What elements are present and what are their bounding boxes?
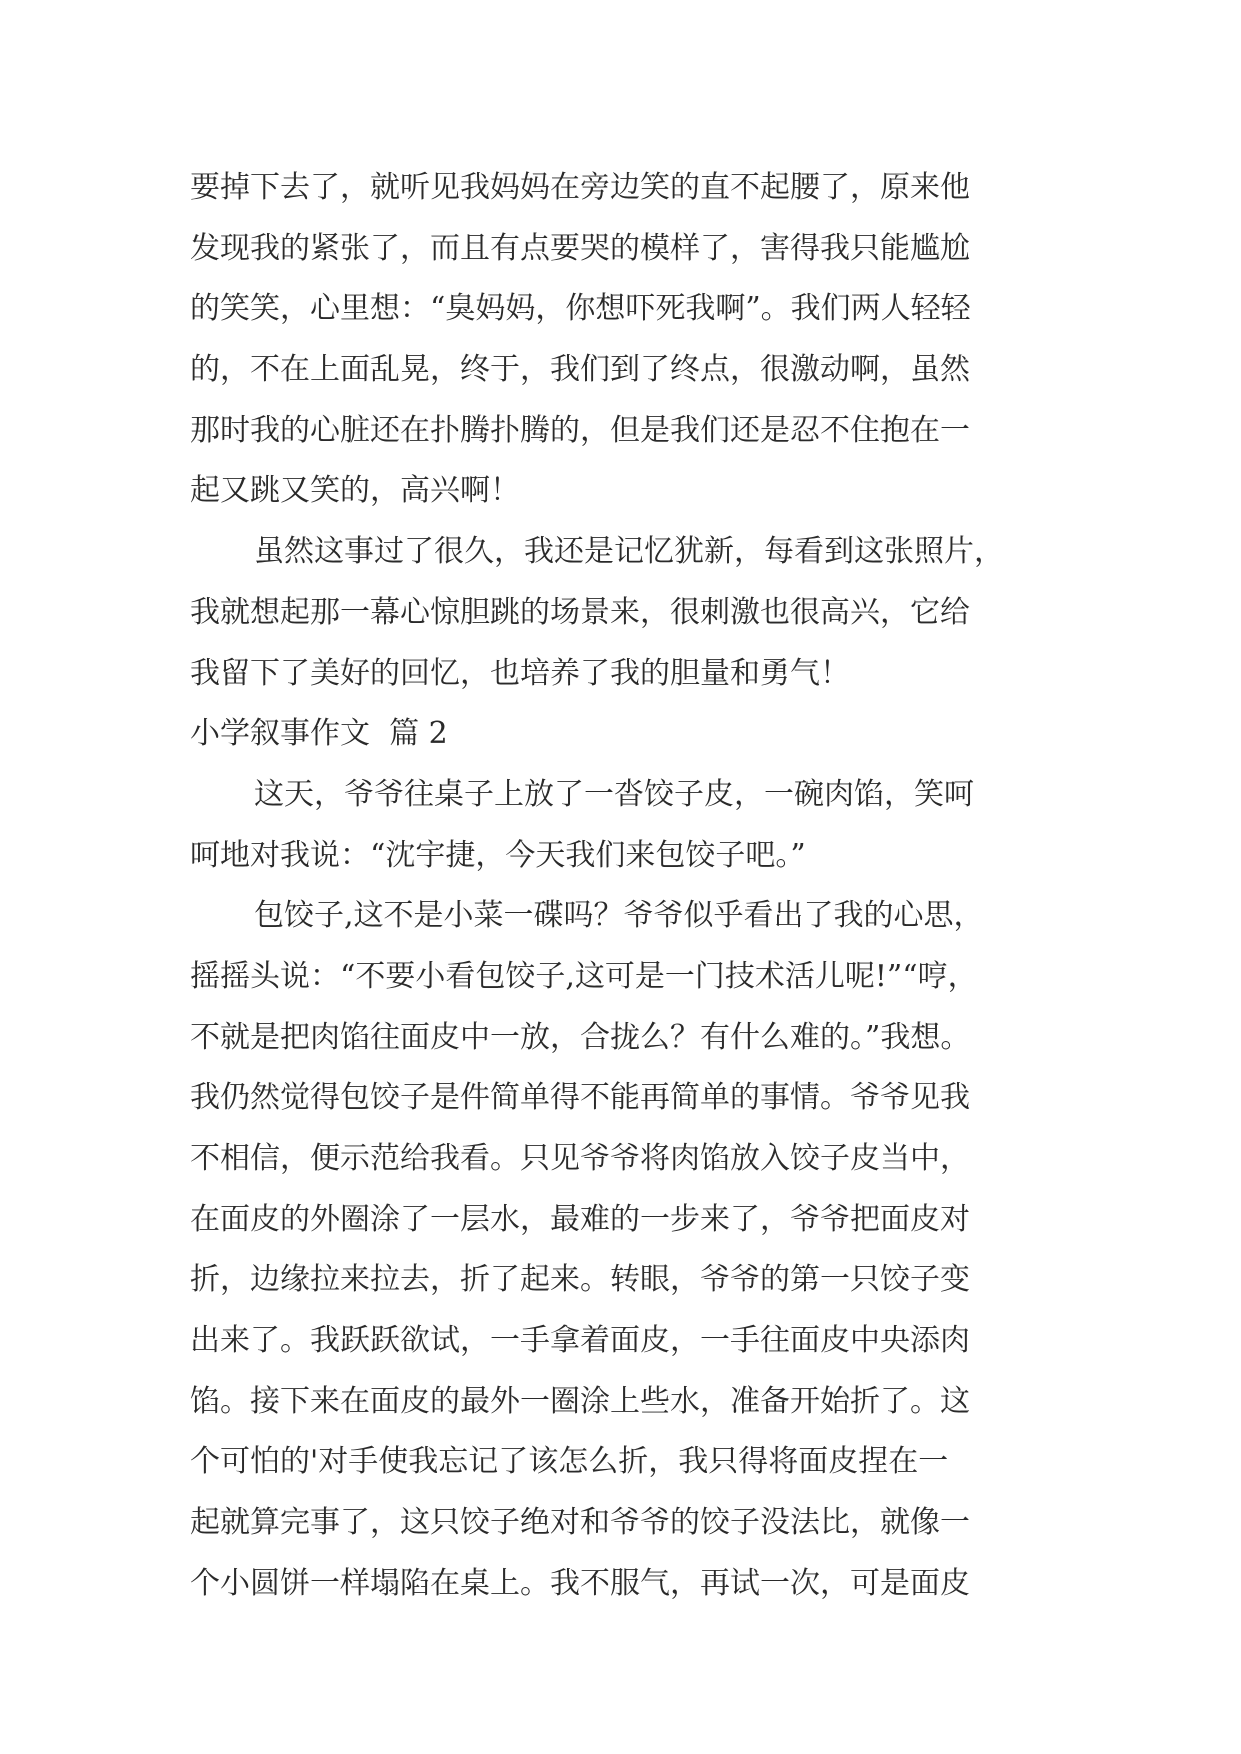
text-line: 起又跳又笑的，高兴啊！ [190,473,520,509]
text-line: 不就是把肉馅往面皮中一放，合拢么？有什么难的。”我想。 [190,1019,971,1055]
text-line: 我就想起那一幕心惊胆跳的场景来，很刺激也很高兴，它给 [190,594,970,630]
text-line: 摇摇头说：“不要小看包饺子,这可是一门技术活儿呢!”“哼， [190,958,978,994]
text-line: 在面皮的外圈涂了一层水，最难的一步来了，爷爷把面皮对 [190,1201,970,1237]
text-line: 起就算完事了，这只饺子绝对和爷爷的饺子没法比，就像一 [190,1505,970,1541]
text-line: 个可怕的'对手使我忘记了该怎么折，我只得将面皮捏在一 [190,1444,949,1480]
document-body [190,158,1080,1615]
text-line: 包饺子,这不是小菜一碟吗？爷爷似乎看出了我的心思， [254,898,984,934]
section-heading-container [190,704,1080,765]
text-line: 我留下了美好的回忆，也培养了我的胆量和勇气！ [190,655,850,691]
text-line: 虽然这事过了很久，我还是记忆犹新，每看到这张照片， [254,534,1004,570]
text-line: 的，不在上面乱晃，终于，我们到了终点，很激动啊，虽然 [190,352,970,388]
text-line: 我仍然觉得包饺子是件简单得不能再简单的事情。爷爷见我 [190,1080,970,1116]
text-line: 不相信，便示范给我看。只见爷爷将肉馅放入饺子皮当中， [190,1141,970,1176]
paragraph [190,158,1080,522]
text-line: 这天，爷爷往桌子上放了一沓饺子皮，一碗肉馅，笑呵 [254,776,974,812]
paragraph [190,765,1080,886]
text-line: 发现我的紧张了，而且有点要哭的模样了，害得我只能尴尬 [190,230,970,266]
section-heading: 小学叙事作文 篇 2 [190,716,448,752]
text-line: 出来了。我跃跃欲试，一手拿着面皮，一手往面皮中央添肉 [190,1323,970,1359]
text-line: 馅。接下来在面皮的最外一圈涂上些水，准备开始折了。这 [190,1383,970,1419]
paragraph [190,886,1080,1614]
paragraph [190,522,1080,704]
text-line: 的笑笑，心里想：“臭妈妈，你想吓死我啊”。我们两人轻轻 [190,291,971,327]
text-line: 那时我的心脏还在扑腾扑腾的，但是我们还是忍不住抱在一 [190,412,970,448]
text-line: 呵地对我说：“沈宇捷，今天我们来包饺子吧。” [190,837,806,873]
text-line: 折，边缘拉来拉去，折了起来。转眼，爷爷的第一只饺子变 [190,1262,970,1298]
text-line: 个小圆饼一样塌陷在桌上。我不服气，再试一次，可是面皮 [190,1565,970,1601]
text-line: 要掉下去了，就听见我妈妈在旁边笑的直不起腰了，原来他 [190,170,970,205]
